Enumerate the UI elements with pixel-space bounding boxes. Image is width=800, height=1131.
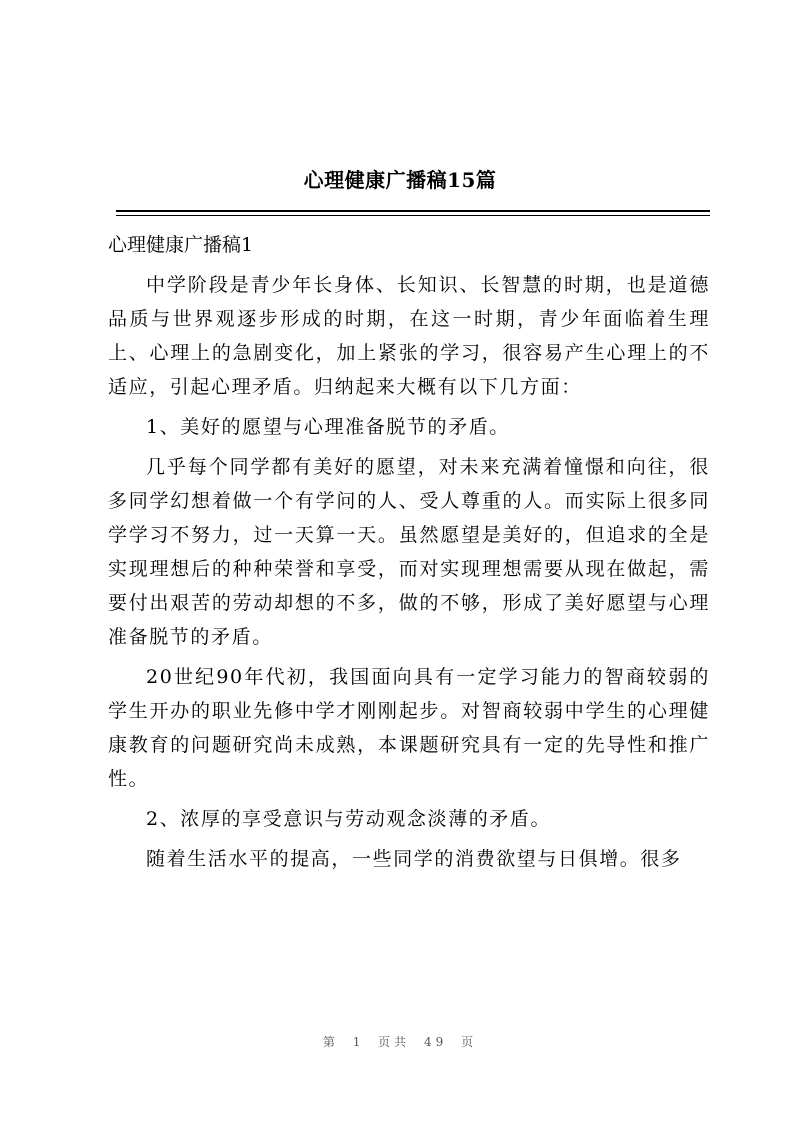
paragraph: 2、浓厚的享受意识与劳动观念淡薄的矛盾。 bbox=[146, 808, 552, 830]
paragraph: 20世纪90年代初，我国面向具有一定学习能力的智商较弱的学生开办的职业先修中学才刚刚起步。对智商较弱中学生的心理健康教育的问题研究尚未成熟，本课题研究具有一定的先导性和推广性。 bbox=[108, 666, 710, 790]
section-heading: 心理健康广播稿1 bbox=[108, 234, 254, 256]
paragraph: 中学阶段是青少年长身体、长知识、长智慧的时期，也是道德品质与世界观逐步形成的时期，在这一时期，青少年面临着生理上、心理上的急剧变化，加上紧张的学习，很容易产生心理上的不适应，引起心理矛盾。归纳起来大概有以下几方面： bbox=[108, 274, 710, 398]
document-body bbox=[108, 228, 710, 876]
paragraph: 随着生活水平的提高，一些同学的消费欲望与日俱增。很多 bbox=[146, 848, 682, 870]
title-divider bbox=[116, 210, 710, 212]
page-number-footer: 第 1 页共 49 页 bbox=[322, 1035, 478, 1049]
document-title: 心理健康广播稿15篇 bbox=[303, 168, 497, 192]
paragraph: 几乎每个同学都有美好的愿望，对未来充满着憧憬和向往，很多同学幻想着做一个有学问的人、受人尊重的人。而实际上很多同学学习不努力，过一天算一天。虽然愿望是美好的，但追求的全是实现理想后的种种荣誉和享受，而对实现理想需要从现在做起，需要付出艰苦的劳动却想的不多，做的不够，形成了美好愿望与心理准备脱节的矛盾。 bbox=[108, 456, 710, 648]
title-divider-thin bbox=[116, 215, 710, 216]
paragraph: 1、美好的愿望与心理准备脱节的矛盾。 bbox=[146, 416, 510, 438]
